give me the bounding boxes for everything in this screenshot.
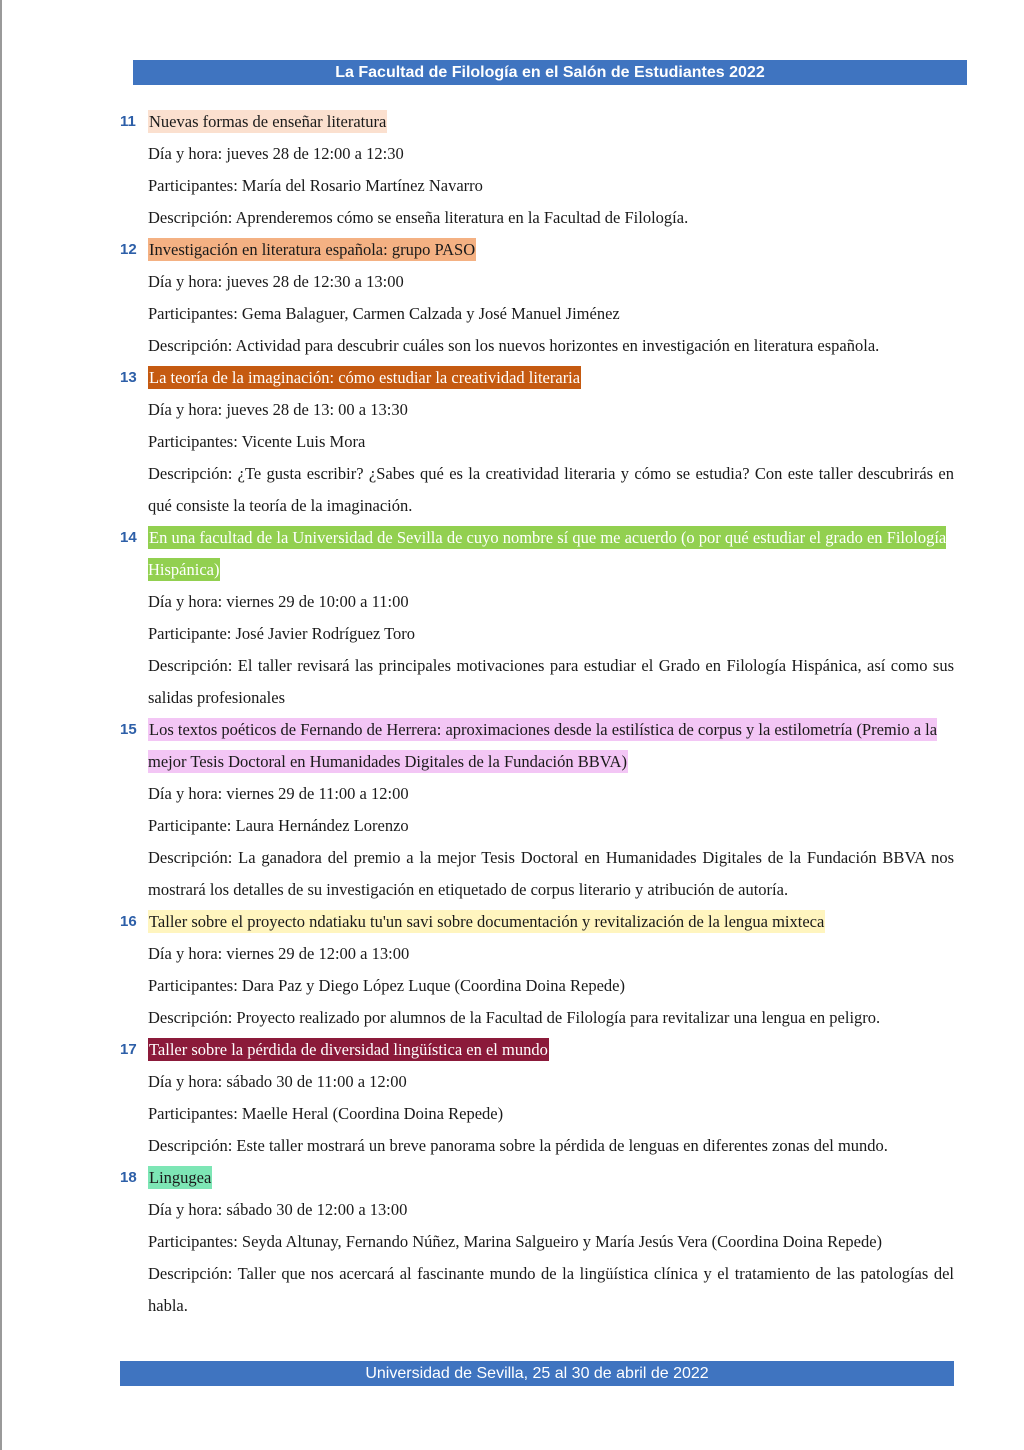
event-datetime: Día y hora: sábado 30 de 12:00 a 13:00 [148, 1200, 408, 1219]
page-footer-banner [120, 1361, 954, 1386]
event-heading [120, 906, 954, 938]
event-description: Descripción: Proyecto realizado por alumnos de la Facultad de Filología para revitalizar una lengua en peligro. [148, 1008, 881, 1027]
event-participants: Participantes: Vicente Luis Mora [148, 432, 366, 451]
event-heading [120, 106, 954, 138]
event-participants: Participantes: Maelle Heral (Coordina Doina Repede) [148, 1104, 504, 1123]
event-description: Descripción: Taller que nos acercará al fascinante mundo de la lingüística clínica y el tratamiento de las patologías del habla. [148, 1264, 954, 1315]
event-title: Taller sobre la pérdida de diversidad lingüística en el mundo [149, 1040, 548, 1059]
event-heading [120, 1034, 954, 1066]
event-heading [120, 234, 954, 266]
event-number: 12 [120, 241, 137, 258]
event-title: Lingugea [149, 1168, 212, 1187]
event-heading [120, 714, 954, 778]
event-item [120, 1034, 954, 1162]
event-datetime: Día y hora: sábado 30 de 11:00 a 12:00 [148, 1072, 407, 1091]
event-participants: Participantes: Gema Balaguer, Carmen Calzada y José Manuel Jiménez [148, 304, 620, 323]
event-number: 17 [120, 1041, 137, 1058]
event-item [120, 362, 954, 522]
event-datetime: Día y hora: viernes 29 de 12:00 a 13:00 [148, 944, 410, 963]
page-edge [0, 0, 2, 1450]
event-list [120, 106, 954, 1322]
page-title: La Facultad de Filología en el Salón de Estudiantes 2022 [335, 64, 765, 81]
event-number: 15 [120, 721, 137, 738]
event-description: Descripción: Este taller mostrará un breve panorama sobre la pérdida de lenguas en diferentes zonas del mundo. [148, 1136, 888, 1155]
event-participants: Participantes: Seyda Altunay, Fernando Núñez, Marina Salgueiro y María Jesús Vera (Coordina Doina Repede) [148, 1232, 883, 1251]
event-description: Descripción: Actividad para descubrir cuáles son los nuevos horizontes en investigación en literatura española. [148, 336, 880, 355]
event-datetime: Día y hora: jueves 28 de 13: 00 a 13:30 [148, 400, 408, 419]
event-number: 13 [120, 369, 137, 386]
event-item [120, 522, 954, 714]
event-title: En una facultad de la Universidad de Sevilla de cuyo nombre sí que me acuerdo (o por qué estudiar el grado en Filología Hispánica) [148, 528, 947, 579]
event-participants: Participante: José Javier Rodríguez Toro [148, 624, 416, 643]
event-item [120, 1162, 954, 1322]
event-datetime: Día y hora: viernes 29 de 10:00 a 11:00 [148, 592, 409, 611]
event-number: 16 [120, 913, 137, 930]
event-description: Descripción: Aprenderemos cómo se enseña literatura en la Facultad de Filología. [148, 208, 689, 227]
event-heading [120, 1162, 954, 1194]
event-heading [120, 522, 954, 586]
event-title: La teoría de la imaginación: cómo estudiar la creatividad literaria [149, 368, 581, 387]
event-datetime: Día y hora: jueves 28 de 12:30 a 13:00 [148, 272, 404, 291]
event-item [120, 714, 954, 906]
event-item [120, 106, 954, 234]
event-description: Descripción: El taller revisará las principales motivaciones para estudiar el Grado en Filología Hispánica, así como sus salidas profesionales [148, 656, 954, 707]
event-number: 11 [120, 113, 136, 130]
event-number: 18 [120, 1169, 137, 1186]
event-title: Taller sobre el proyecto ndatiaku tu'un savi sobre documentación y revitalización de la lengua mixteca [149, 912, 825, 931]
event-description: Descripción: La ganadora del premio a la mejor Tesis Doctoral en Humanidades Digitales de la Fundación BBVA nos mostrará los detalles de su investigación en etiquetado de corpus literario y atribución de autoría. [148, 848, 954, 899]
footer-text: Universidad de Sevilla, 25 al 30 de abril de 2022 [365, 1365, 709, 1382]
event-title: Investigación en literatura española: grupo PASO [149, 240, 476, 259]
event-description: Descripción: ¿Te gusta escribir? ¿Sabes qué es la creatividad literaria y cómo se estudia? Con este taller descubrirás en qué consiste la teoría de la imaginación. [148, 464, 954, 515]
event-title: Los textos poéticos de Fernando de Herrera: aproximaciones desde la estilística de corpus y la estilometría (Premio a la mejor Tesis Doctoral en Humanidades Digitales de la Fundación BBVA) [148, 720, 938, 771]
page-header-banner [133, 60, 967, 85]
event-number: 14 [120, 529, 137, 546]
event-datetime: Día y hora: viernes 29 de 11:00 a 12:00 [148, 784, 409, 803]
event-participants: Participantes: Dara Paz y Diego López Luque (Coordina Doina Repede) [148, 976, 625, 995]
event-item [120, 906, 954, 1034]
event-participants: Participante: Laura Hernández Lorenzo [148, 816, 409, 835]
event-participants: Participantes: María del Rosario Martínez Navarro [148, 176, 483, 195]
event-title: Nuevas formas de enseñar literatura [149, 112, 387, 131]
event-datetime: Día y hora: jueves 28 de 12:00 a 12:30 [148, 144, 404, 163]
event-heading [120, 362, 954, 394]
event-item [120, 234, 954, 362]
